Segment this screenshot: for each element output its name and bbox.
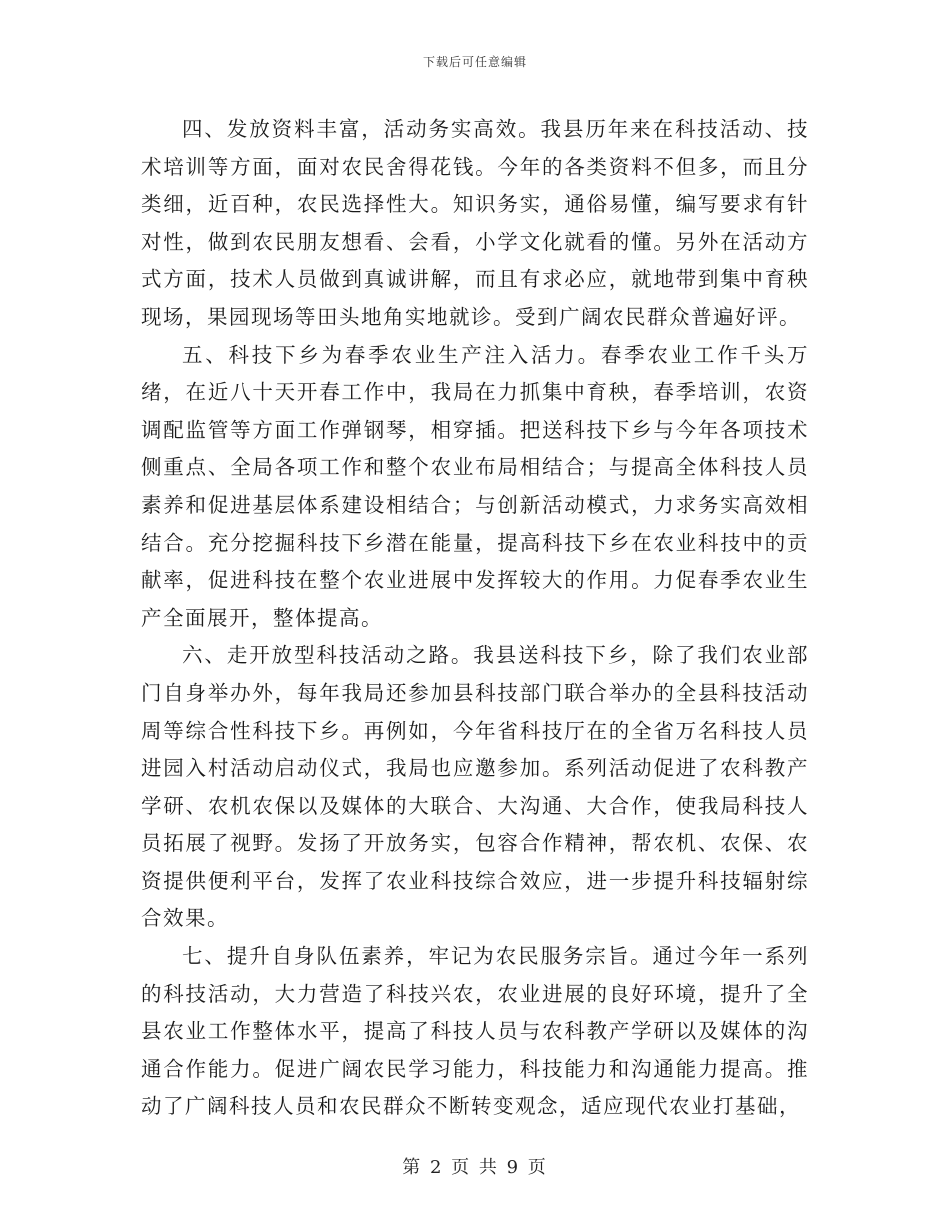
- paragraph-seven: 七、提升自身队伍素养，牢记为农民服务宗旨。通过今年一系列的科技活动，大力营造了科技兴农，农业进展的良好环境，提升了全县农业工作整体水平，提高了科技人员与农科教产学研以及媒体的沟通合作能力。促进广阔农民学习能力，科技能力和沟通能力提高。推动了广阔科技人员和农民群众不断转变观念，适应现代农业打基础，: [141, 944, 809, 1119]
- document-body: [141, 111, 809, 1126]
- paragraph-six: 六、走开放型科技活动之路。我县送科技下乡，除了我们农业部门自身举办外，每年我局还参加县科技部门联合举办的全县科技活动周等综合性科技下乡。再例如，今年省科技厅在的全省万名科技人员进园入村活动启动仪式，我局也应邀参加。系列活动促进了农科教产学研、农机农保以及媒体的大联合、大沟通、大合作，使我局科技人员拓展了视野。发扬了开放务实，包容合作精神，帮农机、农保、农资提供便利平台，发挥了农业科技综合效应，进一步提升科技辐射综合效果。: [141, 643, 809, 931]
- page-number-footer: 第 2 页 共 9 页: [402, 1157, 548, 1178]
- paragraph-five: 五、科技下乡为春季农业生产注入活力。春季农业工作千头万绪，在近八十天开春工作中，我局在力抓集中育秧，春季培训，农资调配监管等方面工作弹钢琴，相穿插。把送科技下乡与今年各项技术侧重点、全局各项工作和整个农业布局相结合；与提高全体科技人员素养和促进基层体系建设相结合；与创新活动模式，力求务实高效相结合。充分挖掘科技下乡潜在能量，提高科技下乡在农业科技中的贡献率，促进科技在整个农业进展中发挥较大的作用。力促春季农业生产全面展开，整体提高。: [141, 342, 809, 630]
- paragraph-four: 四、发放资料丰富，活动务实高效。我县历年来在科技活动、技术培训等方面，面对农民舍得花钱。今年的各类资料不但多，而且分类细，近百种，农民选择性大。知识务实，通俗易懂，编写要求有针对性，做到农民朋友想看、会看，小学文化就看的懂。另外在活动方式方面，技术人员做到真诚讲解，而且有求必应，就地带到集中育秧现场，果园现场等田头地角实地就诊。受到广阔农民群众普遍好评。: [141, 117, 809, 329]
- page-header: 下载后可任意编辑: [422, 55, 527, 69]
